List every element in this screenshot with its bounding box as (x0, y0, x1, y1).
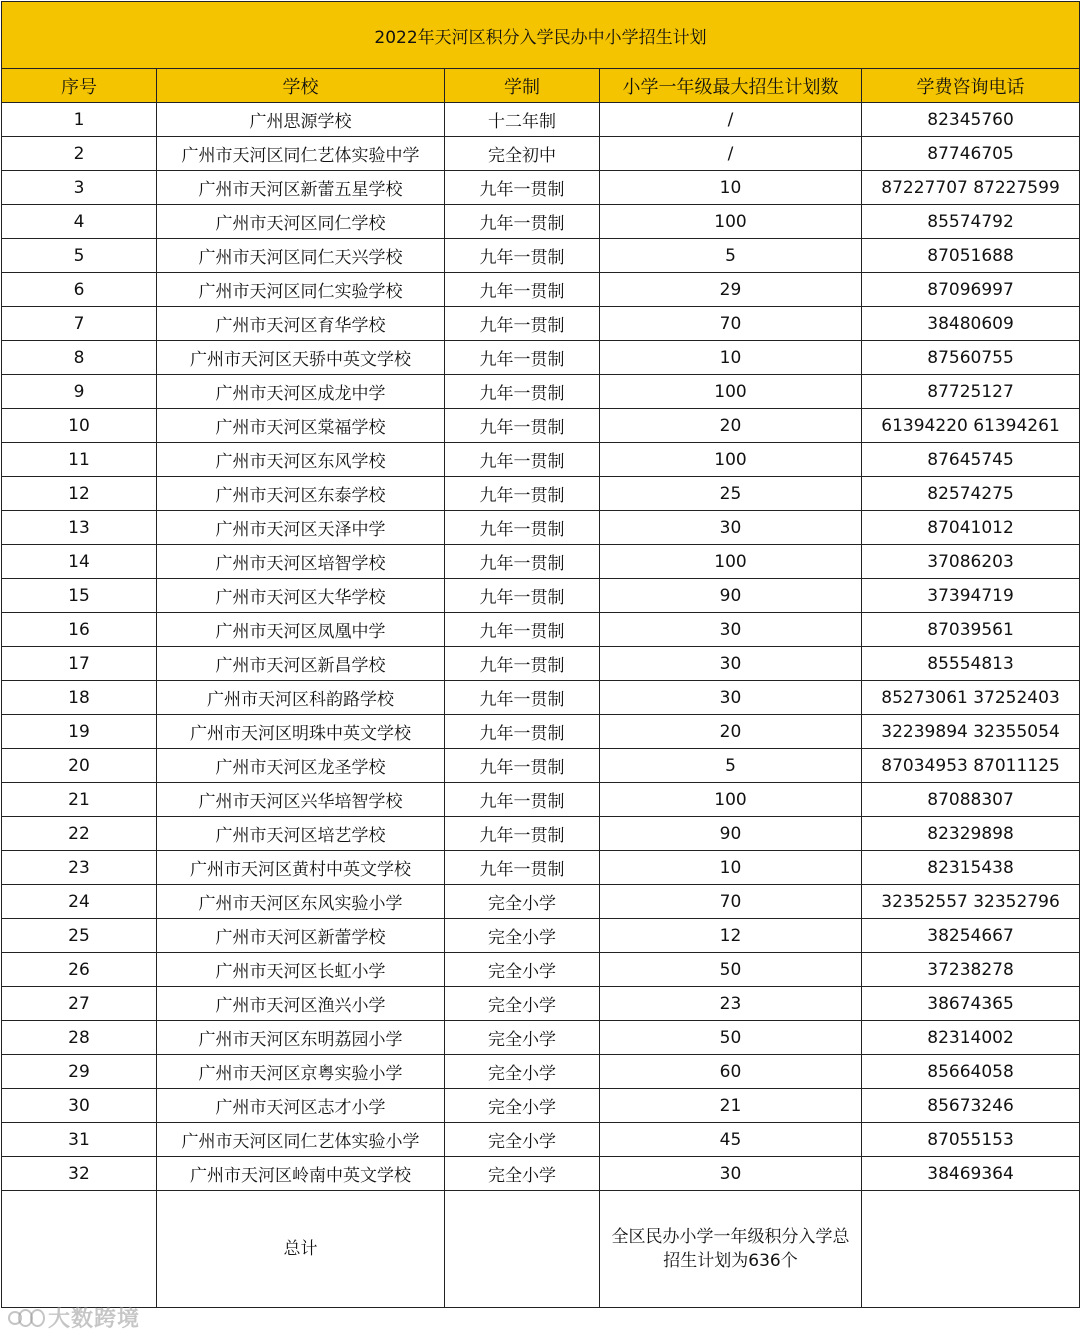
header-school: 学校 (157, 69, 445, 103)
table-row (2, 681, 1080, 715)
plan-count: 30 (600, 647, 862, 681)
table-row (2, 851, 1080, 885)
school-name: 广州市天河区同仁实验学校 (157, 273, 445, 307)
plan-count: 12 (600, 919, 862, 953)
row-index: 6 (2, 273, 157, 307)
phone: 82315438 (862, 851, 1080, 885)
title-row (2, 2, 1080, 69)
phone: 87096997 (862, 273, 1080, 307)
school-system: 九年一贯制 (445, 307, 600, 341)
plan-count: 100 (600, 783, 862, 817)
school-system: 九年一贯制 (445, 511, 600, 545)
phone: 38254667 (862, 919, 1080, 953)
total-label: 总计 (157, 1191, 445, 1308)
school-system: 九年一贯制 (445, 647, 600, 681)
school-name: 广州市天河区培智学校 (157, 545, 445, 579)
plan-count: 20 (600, 715, 862, 749)
school-system: 完全小学 (445, 1021, 600, 1055)
row-index: 23 (2, 851, 157, 885)
school-name: 广州市天河区大华学校 (157, 579, 445, 613)
plan-count: 10 (600, 171, 862, 205)
table-row (2, 1157, 1080, 1191)
plan-count: 30 (600, 1157, 862, 1191)
school-system: 完全小学 (445, 1089, 600, 1123)
school-system: 九年一贯制 (445, 749, 600, 783)
table-row (2, 511, 1080, 545)
row-index: 9 (2, 375, 157, 409)
row-index: 5 (2, 239, 157, 273)
school-system: 完全小学 (445, 1123, 600, 1157)
header-plan-count: 小学一年级最大招生计划数 (600, 69, 862, 103)
plan-count: 10 (600, 851, 862, 885)
enrollment-plan-table (1, 1, 1080, 1308)
school-name: 广州市天河区新蕾五星学校 (157, 171, 445, 205)
phone: 38480609 (862, 307, 1080, 341)
table-row (2, 341, 1080, 375)
school-name: 广州市天河区凤凰中学 (157, 613, 445, 647)
phone: 82314002 (862, 1021, 1080, 1055)
row-index: 8 (2, 341, 157, 375)
phone: 82329898 (862, 817, 1080, 851)
header-phone: 学费咨询电话 (862, 69, 1080, 103)
school-name: 广州市天河区志才小学 (157, 1089, 445, 1123)
plan-count: 70 (600, 885, 862, 919)
table-row (2, 239, 1080, 273)
table-row (2, 919, 1080, 953)
total-note: 全区民办小学一年级积分入学总招生计划为636个 (600, 1191, 862, 1308)
plan-count: 100 (600, 375, 862, 409)
plan-count: 29 (600, 273, 862, 307)
table-row (2, 749, 1080, 783)
header-row (2, 69, 1080, 103)
row-index: 19 (2, 715, 157, 749)
table-row (2, 613, 1080, 647)
table-row (2, 647, 1080, 681)
phone: 87051688 (862, 239, 1080, 273)
table-row (2, 579, 1080, 613)
plan-count: 100 (600, 545, 862, 579)
school-name: 广州市天河区东风实验小学 (157, 885, 445, 919)
plan-count: 100 (600, 443, 862, 477)
phone: 85673246 (862, 1089, 1080, 1123)
plan-count: 90 (600, 817, 862, 851)
school-name: 广州市天河区岭南中英文学校 (157, 1157, 445, 1191)
plan-count: 25 (600, 477, 862, 511)
school-name: 广州市天河区棠福学校 (157, 409, 445, 443)
row-index: 12 (2, 477, 157, 511)
school-system: 九年一贯制 (445, 341, 600, 375)
school-system: 九年一贯制 (445, 783, 600, 817)
phone: 82574275 (862, 477, 1080, 511)
phone: 87746705 (862, 137, 1080, 171)
school-system: 九年一贯制 (445, 239, 600, 273)
table-row (2, 1123, 1080, 1157)
watermark (8, 1302, 140, 1333)
school-system: 完全小学 (445, 885, 600, 919)
total-empty-phone (862, 1191, 1080, 1308)
row-index: 31 (2, 1123, 157, 1157)
plan-count: 45 (600, 1123, 862, 1157)
table-row (2, 103, 1080, 137)
school-name: 广州市天河区东风学校 (157, 443, 445, 477)
row-index: 21 (2, 783, 157, 817)
plan-count: 100 (600, 205, 862, 239)
table-row (2, 817, 1080, 851)
watermark-logo-icon (8, 1307, 44, 1329)
phone: 85664058 (862, 1055, 1080, 1089)
school-name: 广州市天河区新昌学校 (157, 647, 445, 681)
row-index: 16 (2, 613, 157, 647)
row-index: 29 (2, 1055, 157, 1089)
plan-count: 50 (600, 953, 862, 987)
school-system: 九年一贯制 (445, 477, 600, 511)
school-name: 广州思源学校 (157, 103, 445, 137)
row-index: 20 (2, 749, 157, 783)
table-row (2, 783, 1080, 817)
row-index: 32 (2, 1157, 157, 1191)
row-index: 10 (2, 409, 157, 443)
table-row (2, 1021, 1080, 1055)
phone: 37238278 (862, 953, 1080, 987)
plan-count: 30 (600, 681, 862, 715)
total-empty-system (445, 1191, 600, 1308)
school-name: 广州市天河区东明荔园小学 (157, 1021, 445, 1055)
phone: 32239894 32355054 (862, 715, 1080, 749)
table-row (2, 477, 1080, 511)
row-index: 1 (2, 103, 157, 137)
phone: 85574792 (862, 205, 1080, 239)
row-index: 26 (2, 953, 157, 987)
plan-count: 5 (600, 749, 862, 783)
plan-count: 5 (600, 239, 862, 273)
school-system: 九年一贯制 (445, 851, 600, 885)
phone: 87645745 (862, 443, 1080, 477)
phone: 87055153 (862, 1123, 1080, 1157)
school-system: 九年一贯制 (445, 273, 600, 307)
row-index: 14 (2, 545, 157, 579)
school-system: 完全小学 (445, 987, 600, 1021)
row-index: 17 (2, 647, 157, 681)
table-row (2, 171, 1080, 205)
school-system: 九年一贯制 (445, 409, 600, 443)
school-name: 广州市天河区同仁艺体实验小学 (157, 1123, 445, 1157)
school-name: 广州市天河区龙圣学校 (157, 749, 445, 783)
phone: 87041012 (862, 511, 1080, 545)
school-name: 广州市天河区新蕾学校 (157, 919, 445, 953)
school-name: 广州市天河区同仁天兴学校 (157, 239, 445, 273)
phone: 87034953 87011125 (862, 749, 1080, 783)
table-row (2, 545, 1080, 579)
school-name: 广州市天河区天骄中英文学校 (157, 341, 445, 375)
phone: 85273061 37252403 (862, 681, 1080, 715)
phone: 85554813 (862, 647, 1080, 681)
school-system: 完全小学 (445, 1055, 600, 1089)
school-system: 十二年制 (445, 103, 600, 137)
plan-count: 90 (600, 579, 862, 613)
school-name: 广州市天河区兴华培智学校 (157, 783, 445, 817)
school-name: 广州市天河区科韵路学校 (157, 681, 445, 715)
school-system: 九年一贯制 (445, 375, 600, 409)
phone: 87227707 87227599 (862, 171, 1080, 205)
row-index: 3 (2, 171, 157, 205)
row-index: 2 (2, 137, 157, 171)
phone: 87560755 (862, 341, 1080, 375)
school-name: 广州市天河区京粤实验小学 (157, 1055, 445, 1089)
table-row (2, 1089, 1080, 1123)
table-row (2, 273, 1080, 307)
school-system: 九年一贯制 (445, 545, 600, 579)
plan-count: 10 (600, 341, 862, 375)
phone: 38674365 (862, 987, 1080, 1021)
school-name: 广州市天河区同仁学校 (157, 205, 445, 239)
phone: 37086203 (862, 545, 1080, 579)
school-system: 九年一贯制 (445, 817, 600, 851)
row-index: 11 (2, 443, 157, 477)
total-row (2, 1191, 1080, 1308)
row-index: 7 (2, 307, 157, 341)
phone: 37394719 (862, 579, 1080, 613)
school-system: 九年一贯制 (445, 443, 600, 477)
watermark-text: 大数跨境 (48, 1307, 141, 1332)
table-row (2, 137, 1080, 171)
phone: 61394220 61394261 (862, 409, 1080, 443)
header-system: 学制 (445, 69, 600, 103)
school-system: 九年一贯制 (445, 681, 600, 715)
school-system: 九年一贯制 (445, 171, 600, 205)
phone: 87088307 (862, 783, 1080, 817)
phone: 87725127 (862, 375, 1080, 409)
plan-count: 21 (600, 1089, 862, 1123)
school-system: 九年一贯制 (445, 205, 600, 239)
phone: 87039561 (862, 613, 1080, 647)
school-name: 广州市天河区同仁艺体实验中学 (157, 137, 445, 171)
row-index: 24 (2, 885, 157, 919)
school-system: 完全小学 (445, 1157, 600, 1191)
phone: 82345760 (862, 103, 1080, 137)
school-name: 广州市天河区明珠中英文学校 (157, 715, 445, 749)
plan-count: 30 (600, 511, 862, 545)
school-name: 广州市天河区黄村中英文学校 (157, 851, 445, 885)
school-system: 完全小学 (445, 919, 600, 953)
table-row (2, 1055, 1080, 1089)
phone: 38469364 (862, 1157, 1080, 1191)
table-row (2, 885, 1080, 919)
header-index: 序号 (2, 69, 157, 103)
row-index: 22 (2, 817, 157, 851)
table-title: 2022年天河区积分入学民办中小学招生计划 (2, 2, 1080, 69)
plan-count: 70 (600, 307, 862, 341)
plan-count: 60 (600, 1055, 862, 1089)
table-row (2, 307, 1080, 341)
plan-count: / (600, 137, 862, 171)
phone: 32352557 32352796 (862, 885, 1080, 919)
row-index: 4 (2, 205, 157, 239)
table-row (2, 375, 1080, 409)
school-name: 广州市天河区育华学校 (157, 307, 445, 341)
row-index: 30 (2, 1089, 157, 1123)
row-index: 28 (2, 1021, 157, 1055)
table-row (2, 953, 1080, 987)
total-empty-index (2, 1191, 157, 1308)
plan-count: / (600, 103, 862, 137)
school-system: 完全初中 (445, 137, 600, 171)
school-name: 广州市天河区渔兴小学 (157, 987, 445, 1021)
plan-count: 30 (600, 613, 862, 647)
school-system: 九年一贯制 (445, 613, 600, 647)
table-row (2, 409, 1080, 443)
table-row (2, 715, 1080, 749)
plan-count: 23 (600, 987, 862, 1021)
table-row (2, 443, 1080, 477)
school-name: 广州市天河区天泽中学 (157, 511, 445, 545)
table-row (2, 205, 1080, 239)
row-index: 15 (2, 579, 157, 613)
row-index: 13 (2, 511, 157, 545)
school-system: 完全小学 (445, 953, 600, 987)
plan-count: 20 (600, 409, 862, 443)
school-name: 广州市天河区东泰学校 (157, 477, 445, 511)
table-row (2, 987, 1080, 1021)
school-name: 广州市天河区培艺学校 (157, 817, 445, 851)
plan-count: 50 (600, 1021, 862, 1055)
school-system: 九年一贯制 (445, 715, 600, 749)
row-index: 27 (2, 987, 157, 1021)
school-name: 广州市天河区成龙中学 (157, 375, 445, 409)
row-index: 25 (2, 919, 157, 953)
row-index: 18 (2, 681, 157, 715)
school-system: 九年一贯制 (445, 579, 600, 613)
school-name: 广州市天河区长虹小学 (157, 953, 445, 987)
